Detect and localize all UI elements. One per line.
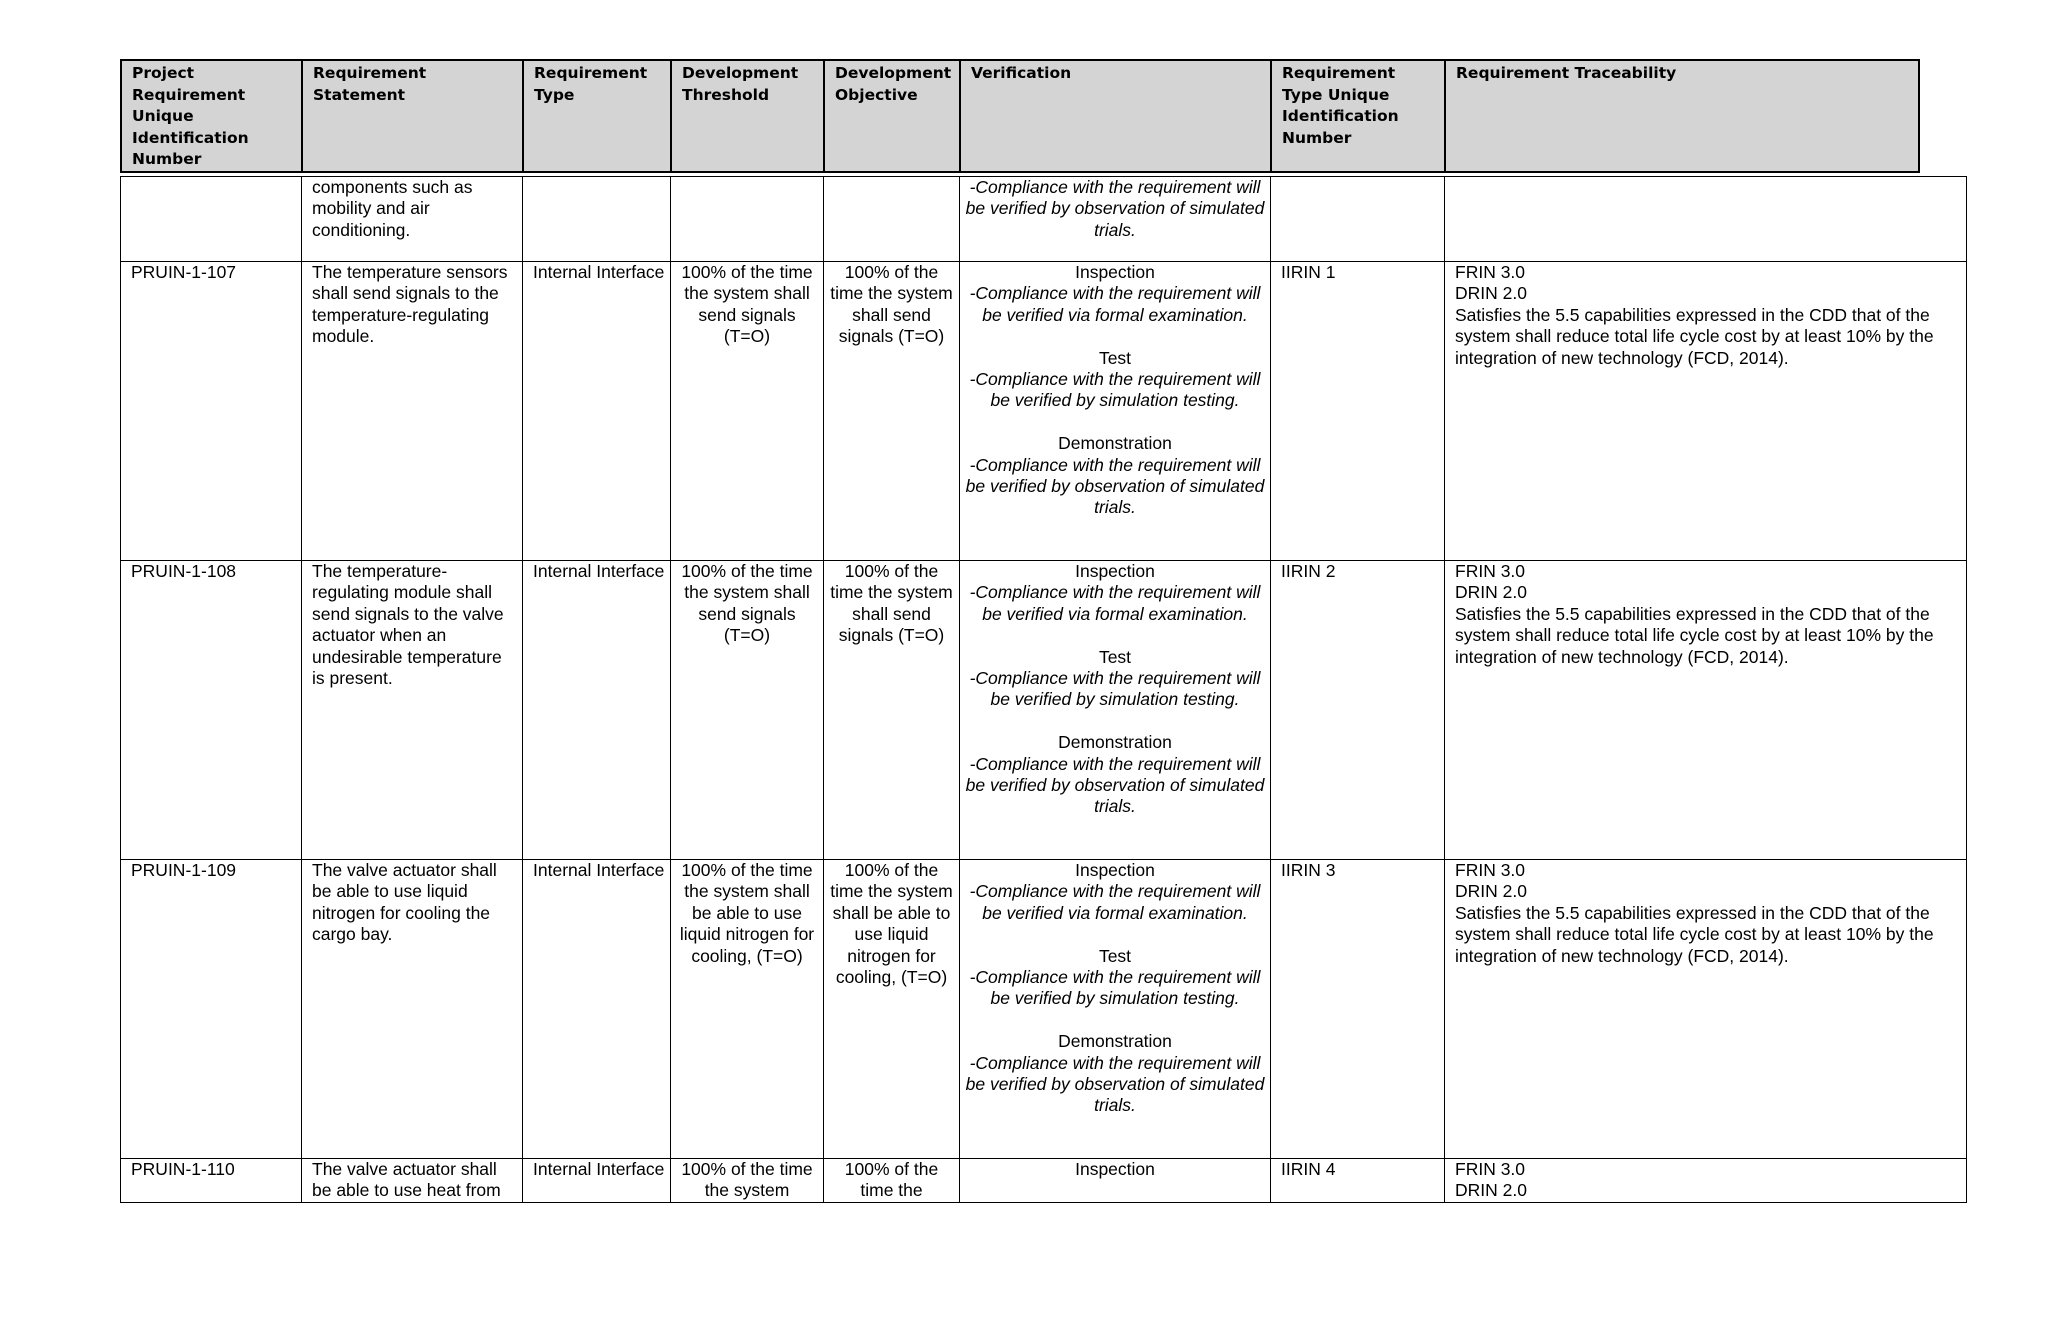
verification-cell	[960, 561, 1271, 860]
requirement-statement-cell: components such as mobility and air conditioning.	[302, 177, 523, 262]
requirement-type-cell	[523, 177, 671, 262]
requirement-id-cell	[121, 177, 302, 262]
verification-description: -Compliance with the requirement will be verified via formal examination.	[969, 283, 1261, 325]
requirement-id-cell: PRUIN-1-108	[121, 561, 302, 860]
requirement-id-cell: PRUIN-1-107	[121, 262, 302, 561]
requirement-traceability-cell: FRIN 3.0 DRIN 2.0 Satisfies the 5.5 capabilities expressed in the CDD that of the system shall reduce total life cycle cost by at least 10% by the integration of new technology (FCD, 2014).	[1445, 860, 1967, 1159]
verification-method: Inspection	[1075, 1159, 1155, 1179]
requirement-type-id-cell: IIRIN 1	[1271, 262, 1445, 561]
development-objective-cell	[824, 177, 960, 262]
header-row	[121, 60, 1919, 172]
verification-description: -Compliance with the requirement will be verified by observation of simulated trials.	[965, 454, 1265, 518]
development-objective-cell: 100% of the time the system shall send signals (T=O)	[824, 262, 960, 561]
verification-cell	[960, 262, 1271, 561]
verification-method: Demonstration	[1058, 732, 1172, 753]
verification-description: -Compliance with the requirement will be verified by observation of simulated trials.	[965, 753, 1265, 817]
development-threshold-cell: 100% of the time the system	[671, 1159, 824, 1203]
table-row	[121, 860, 1967, 1159]
requirement-traceability-cell: FRIN 3.0 DRIN 2.0 Satisfies the 5.5 capabilities expressed in the CDD that of the system shall reduce total life cycle cost by at least 10% by the integration of new technology (FCD, 2014).	[1445, 262, 1967, 561]
verification-spacer	[964, 625, 1266, 646]
verification-method: Test	[1098, 347, 1132, 368]
header-table	[120, 59, 1920, 173]
verification-spacer	[964, 924, 1266, 945]
requirement-type-cell: Internal Interface	[523, 1159, 671, 1203]
requirement-statement-cell: The valve actuator shall be able to use liquid nitrogen for cooling the cargo bay.	[302, 860, 523, 1159]
requirement-type-id-cell: IIRIN 3	[1271, 860, 1445, 1159]
verification-method: Inspection	[1075, 262, 1155, 282]
header-cell-objective: Development Objective	[824, 60, 960, 172]
verification-spacer	[964, 1010, 1266, 1031]
development-objective-cell: 100% of the time the	[824, 1159, 960, 1203]
verification-spacer	[964, 326, 1266, 347]
table-row	[121, 262, 1967, 561]
verification-description: -Compliance with the requirement will be verified by simulation testing.	[969, 668, 1261, 710]
development-threshold-cell	[671, 177, 824, 262]
development-threshold-cell: 100% of the time the system shall send signals (T=O)	[671, 561, 824, 860]
verification-method: Test	[1098, 646, 1132, 667]
verification-cell	[960, 1159, 1271, 1203]
requirement-type-id-cell: IIRIN 4	[1271, 1159, 1445, 1203]
table-row	[121, 177, 1967, 262]
verification-spacer	[964, 412, 1266, 433]
requirements-table	[120, 176, 1967, 1203]
header-cell-threshold: Development Threshold	[671, 60, 824, 172]
verification-method: Demonstration	[1058, 1031, 1172, 1052]
header-cell-statement: Requirement Statement	[302, 60, 523, 172]
development-threshold-cell: 100% of the time the system shall be able to use liquid nitrogen for cooling, (T=O)	[671, 860, 824, 1159]
header-cell-type-id: Requirement Type Unique Identification Number	[1271, 60, 1445, 172]
table-row	[121, 1159, 1967, 1203]
development-threshold-cell: 100% of the time the system shall send signals (T=O)	[671, 262, 824, 561]
verification-method: Test	[1098, 945, 1132, 966]
header-cell-type: Requirement Type	[523, 60, 671, 172]
verification-method: Demonstration	[1058, 433, 1172, 454]
requirement-type-cell: Internal Interface	[523, 561, 671, 860]
verification-description: -Compliance with the requirement will be verified via formal examination.	[969, 881, 1261, 923]
verification-cell	[960, 860, 1271, 1159]
requirement-statement-cell: The temperature sensors shall send signals to the temperature-regulating module.	[302, 262, 523, 561]
requirement-type-id-cell: IIRIN 2	[1271, 561, 1445, 860]
verification-description: -Compliance with the requirement will be verified by simulation testing.	[969, 967, 1261, 1009]
requirement-id-cell: PRUIN-1-109	[121, 860, 302, 1159]
requirement-traceability-cell: FRIN 3.0 DRIN 2.0	[1445, 1159, 1967, 1203]
requirement-type-id-cell	[1271, 177, 1445, 262]
verification-cell	[960, 177, 1271, 262]
requirement-traceability-cell: FRIN 3.0 DRIN 2.0 Satisfies the 5.5 capabilities expressed in the CDD that of the system shall reduce total life cycle cost by at least 10% by the integration of new technology (FCD, 2014).	[1445, 561, 1967, 860]
requirement-statement-cell: The temperature-regulating module shall send signals to the valve actuator when an undesirable temperature is present.	[302, 561, 523, 860]
verification-spacer	[964, 711, 1266, 732]
development-objective-cell: 100% of the time the system shall be able to use liquid nitrogen for cooling, (T=O)	[824, 860, 960, 1159]
verification-description: -Compliance with the requirement will be verified by observation of simulated trials.	[965, 177, 1265, 240]
header-cell-id: Project Requirement Unique Identification Number	[121, 60, 302, 172]
requirement-traceability-cell	[1445, 177, 1967, 262]
requirement-id-cell: PRUIN-1-110	[121, 1159, 302, 1203]
verification-description: -Compliance with the requirement will be verified by simulation testing.	[969, 369, 1261, 411]
requirement-type-cell: Internal Interface	[523, 262, 671, 561]
development-objective-cell: 100% of the time the system shall send signals (T=O)	[824, 561, 960, 860]
verification-method: Inspection	[1075, 561, 1155, 581]
verification-method: Inspection	[1075, 860, 1155, 880]
header-cell-verification: Verification	[960, 60, 1271, 172]
verification-description: -Compliance with the requirement will be verified via formal examination.	[969, 582, 1261, 624]
table-row	[121, 561, 1967, 860]
verification-description: -Compliance with the requirement will be verified by observation of simulated trials.	[965, 1052, 1265, 1116]
header-cell-traceability: Requirement Traceability	[1445, 60, 1919, 172]
requirement-statement-cell: The valve actuator shall be able to use heat from	[302, 1159, 523, 1203]
requirement-type-cell: Internal Interface	[523, 860, 671, 1159]
